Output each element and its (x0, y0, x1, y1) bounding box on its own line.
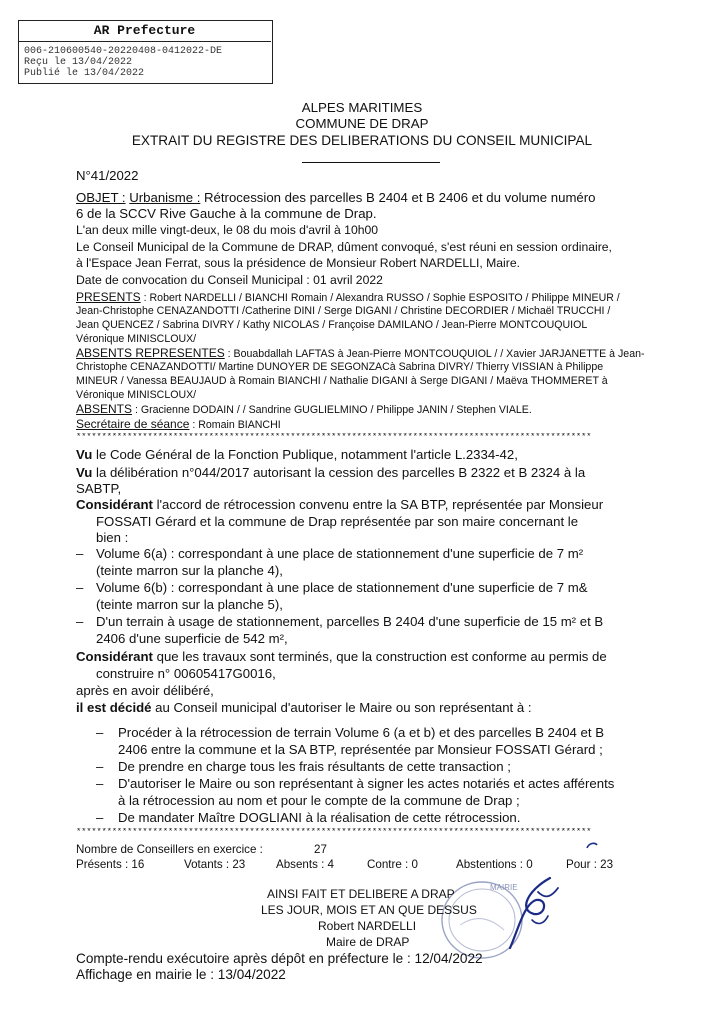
vu-deliberation: Vu la délibération n°044/2017 autorisant la cession des parcelles B 2322 et B 2324 à la (76, 465, 586, 480)
considerant-1-line-1: Considérant l'accord de rétrocession convenu entre la SA BTP, représentée par Monsieur (76, 497, 604, 512)
vote-presents: Présents : 16 (76, 858, 145, 871)
list-dash: – (76, 546, 84, 561)
considerant-1-line-3: bien : (96, 530, 129, 545)
footer-mayor-title: Maire de DRAP (326, 935, 410, 949)
objet-text-2: 6 de la SCCV Rive Gauche à la commune de Drap. (76, 206, 377, 221)
deliberation-number: N°41/2022 (76, 168, 139, 183)
volume-6b-line-2: (teinte marron sur la planche 5), (96, 597, 283, 612)
presents-line-1: PRESENTS : Robert NARDELLI / BIANCHI Romain / Alexandra RUSSO / Sophie ESPOSITO / Philippe MINEUR / (76, 290, 620, 304)
absents-label: ABSENTS (76, 402, 133, 416)
objet-label: OBJET : (76, 190, 126, 205)
presents-line-4: Véronique MINISCLOUX/ (76, 333, 197, 345)
considerant-1-line-2: FOSSATI Gérard et la commune de Drap représentée par son maire concernant le (96, 514, 579, 529)
seal-text: MAIRIE (490, 883, 518, 892)
session-convened-2: à l'Espace Jean Ferrat, sous la présidence de Monsieur Robert NARDELLI, Maire. (76, 256, 520, 270)
list-dash: – (96, 725, 104, 740)
convocation-date: Date de convocation du Conseil Municipal : 01 avril 2022 (76, 273, 383, 287)
objet-category: Urbanisme : (129, 190, 201, 205)
decision-3-line-2: à la rétrocession au nom et pour le compte de la commune de Drap ; (118, 793, 520, 808)
secretaire-label: Secrétaire de séance (76, 417, 190, 431)
terrain-line-1: D'un terrain à usage de stationnement, parcelles B 2404 d'une superficie de 15 m² et B (96, 614, 604, 629)
absents-representes-line-2: Christophe CENAZANDOTTI/ Martine DUNOYER DE SEGONZACà Sabrina DIVRY/ Thierry VISSIAN à Philippe (76, 361, 604, 373)
objet-line-1 (76, 190, 596, 206)
decision-1-line-2: 2406 entre la commune et la SA BTP, représentée par Monsieur FOSSATI Gérard ; (118, 742, 603, 757)
stamp-details (24, 46, 222, 79)
decision-3-line-1: D'autoriser le Maire ou son représentant à signer les actes notariés et actes afférents (118, 776, 615, 791)
objet-text-1: Rétrocession des parcelles B 2404 et B 2406 et du volume numéro (204, 190, 596, 205)
absents-representes-label: ABSENTS REPRESENTES (76, 346, 225, 360)
decision-intro: il est décidé au Conseil municipal d'autoriser le Maire ou son représentant à : (76, 700, 532, 715)
session-convened-1: Le Conseil Municipal de la Commune de DRAP, dûment convoqué, s'est réuni en session ordinaire, (76, 240, 612, 254)
decision-1-line-1: Procéder à la rétrocession de terrain Volume 6 (a et b) et des parcelles B 2404 et B (118, 725, 605, 740)
vote-pour: Pour : 23 (566, 858, 614, 871)
vote-contre: Contre : 0 (367, 858, 418, 871)
header-department: ALPES MARITIMES (301, 100, 423, 115)
absents-representes-line-4: Véronique MINISCLOUX/ (76, 389, 197, 401)
compte-rendu-executoire: Compte-rendu exécutoire après dépôt en préfecture le : 12/04/2022 (76, 951, 483, 966)
mayor-signature (488, 870, 568, 960)
considerant-2-line-2: construire n° 00605417G0016, (96, 666, 276, 681)
apres-deliberation: après en avoir délibéré, (76, 683, 214, 698)
volume-6a-line-1: Volume 6(a) : correspondant à une place de stationnement d'une superficie de 7 m² (96, 546, 584, 561)
stamp-title: AR Prefecture (18, 20, 271, 42)
stamp-received: Reçu le 13/04/2022 (24, 57, 133, 68)
absents-representes-line-3: MINEUR / Vanessa BEAUJAUD à Romain BIANCHI / Nathalie DIGANI à Serge DIGANI / Maëva THOMMERET à (76, 375, 608, 387)
list-dash: – (76, 614, 84, 629)
volume-6a-line-2: (teinte marron sur la planche 4), (96, 563, 283, 578)
secretaire-line: Secrétaire de séance : Romain BIANCHI (76, 417, 281, 431)
conseillers-exercice-label: Nombre de Conseillers en exercice : (76, 843, 263, 856)
vote-abstentions: Abstentions : 0 (456, 858, 533, 871)
terrain-line-2: 2406 d'une superficie de 542 m², (96, 631, 288, 646)
list-dash: – (96, 810, 104, 825)
session-date: L'an deux mille vingt-deux, le 08 du mois d'avril à 10h00 (76, 223, 379, 237)
affichage-mairie: Affichage en mairie le : 13/04/2022 (76, 967, 286, 982)
decision-4: De mandater Maître DOGLIANI à la réalisation de cette rétrocession. (118, 810, 521, 825)
presents-label: PRESENTS (76, 290, 141, 304)
absents-representes-line-1: ABSENTS REPRESENTES : Bouabdallah LAFTAS à Jean-Pierre MONTCOUQUIOL / / Xavier JARJANETTE à Jean- (76, 346, 645, 360)
footer-done-at: AINSI FAIT ET DELIBERE A DRAP (267, 887, 455, 901)
list-dash: – (96, 776, 104, 791)
presents-line-3: Jean QUENCEZ / Sabrina DIVRY / Kathy NICOLAS / Françoise DAMILANO / Jean-Pierre MONTCOUQUIOL (76, 319, 588, 331)
decision-2: De prendre en charge tous les frais résultants de cette transaction ; (118, 759, 511, 774)
separator-stars-top: ***************************************************************************************************** (76, 433, 592, 442)
volume-6b-line-1: Volume 6(b) : correspondant à une place de stationnement d'une superficie de 7 m& (96, 580, 588, 595)
vote-votants: Votants : 23 (184, 858, 246, 871)
stamp-reference: 006-210600540-20220408-0412022-DE (24, 46, 223, 57)
considerant-2-line-1: Considérant que les travaux sont terminés, que la construction est conforme au permis de (76, 649, 607, 664)
vu-deliberation-cont: SABTP, (76, 481, 122, 496)
list-dash: – (96, 759, 104, 774)
absents-line: ABSENTS : Gracienne DODAIN / / Sandrine GUGLIELMINO / Philippe JANIN / Stephen VIALE. (76, 402, 532, 416)
footer-mayor-name: Robert NARDELLI (318, 919, 417, 933)
footer-date-note: LES JOUR, MOIS ET AN QUE DESSUS (261, 903, 477, 917)
handwritten-check-mark (584, 838, 600, 854)
separator-stars-bottom: ***************************************************************************************************** (76, 828, 592, 837)
presents-line-2: Jean-Christophe CENAZANDOTTI /Catherine DINI / Serge DIGANI / Christine DECORDIER / Michaël TRUCCHI / (76, 305, 611, 317)
stamp-published: Publié le 13/04/2022 (24, 68, 145, 79)
conseillers-exercice-value: 27 (314, 843, 327, 856)
list-dash: – (76, 580, 84, 595)
header-divider (302, 162, 440, 163)
vu-code: Vu le Code Général de la Fonction Publique, notamment l'article L.2334-42, (76, 447, 518, 462)
header-commune: COMMUNE DE DRAP (295, 116, 429, 131)
header-register-title: EXTRAIT DU REGISTRE DES DELIBERATIONS DU CONSEIL MUNICIPAL (131, 133, 593, 148)
vote-absents: Absents : 4 (276, 858, 335, 871)
